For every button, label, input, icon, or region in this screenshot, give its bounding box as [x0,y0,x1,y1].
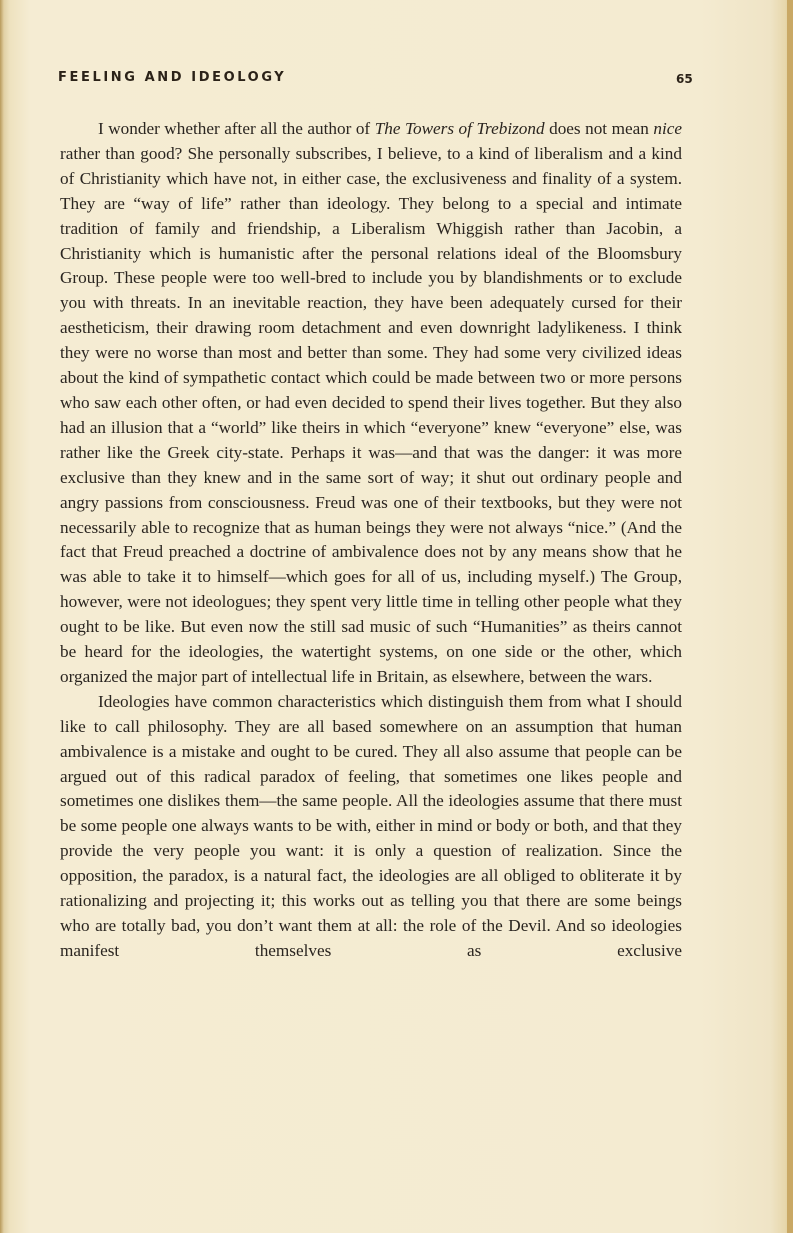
italic-text: nice [653,119,682,138]
text-run: does not mean [544,119,654,138]
running-head: FEELING AND IDEOLOGY [58,70,287,85]
italic-text: The Towers of Trebizond [374,119,545,138]
text-run: I wonder whether after all the author of [98,119,375,138]
page-gutter-shadow [0,0,4,1233]
page-number: 65 [676,72,693,86]
paragraph [60,690,682,964]
text-run: Ideologies have common characteristics which distinguish them from what I should like to call philosophy. They are all based somewhere on an assumption that human ambivalence is a mistake and ought to be cured. They all also assume that people can be argued out of this radical paradox of feeling, that sometimes one likes people and sometimes one dislikes them—the same people. All the ideologies assume that there must be some people one always wants to be with, either in mind or body or both, and that they provide the very people you want: it is only a question of realization. Since the opposition, the paradox, is a natural fact, the ideologies are all obliged to obliterate it by rationalizing and projecting it; this works out as telling you that there are some beings who are totally bad, you don’t want them at all: the role of the Devil. And so ideologies manifest themselves as exclusive [60,691,682,960]
paragraph [60,117,682,690]
page-edge [787,0,793,1233]
text-run: rather than good? She personally subscribes, I believe, to a kind of liberalism and a kind of Christianity which have not, in either case, the exclusiveness and finality of a system. They are “way of life” rather than ideology. They belong to a special and intimate tradition of family and friendship, a Liberalism Whiggish rather than Jacobin, a Christianity which is humanistic after the personal relations ideal of the Bloomsbury Group. These people were too well-bred to include you by blandishments or to exclude you with threats. In an inevitable reaction, they have been adequately cursed for their aestheticism, their drawing room detachment and even downright ladylikeness. I think they were no worse than most and better than some. They had some very civilized ideas about the kind of sympathetic contact which could be made between two or more persons who saw each other often, or had even decided to spend their lives together. But they also had an illusion that a “world” like theirs in which “everyone” knew “everyone” else, was rather like the Greek city-state. Perhaps it was—and that was the danger: it was more exclusive than they knew and in the same sort of way; it shut out ordinary people and angry passions from consciousness. Freud was one of their textbooks, but they were not necessarily able to recognize that as human beings they were not always “nice.” (And the fact that Freud preached a doctrine of ambivalence does not by any means show that he was able to take it to himself—which goes for all of us, including myself.) The Group, however, were not ideologues; they spent very little time in telling other people what they ought to be like. But even now the still sad music of such “Humanities” as theirs cannot be heard for the ideologies, the watertight systems, on one side or the other, which organized the major part of intellectual life in Britain, as elsewhere, between the wars. [60,143,682,686]
body-text [60,117,682,964]
